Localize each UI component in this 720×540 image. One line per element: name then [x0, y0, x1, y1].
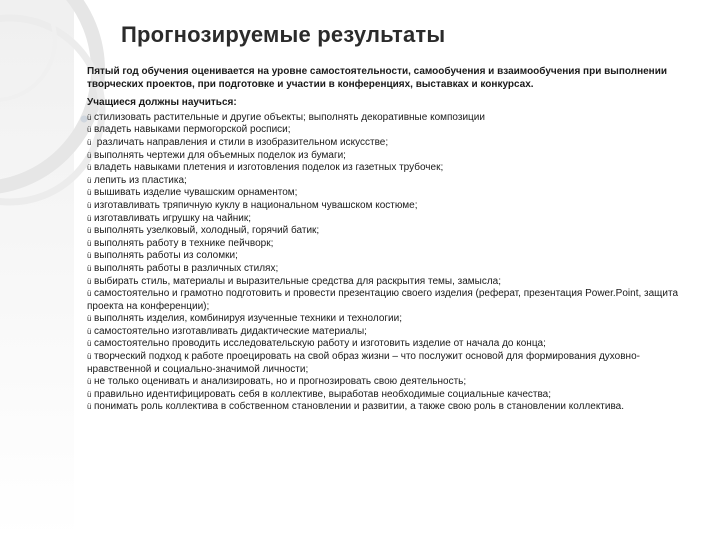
list-item-text: правильно идентифицировать себя в коллективе, выработав необходимые социальные качества; [94, 388, 552, 400]
list-item [87, 263, 697, 276]
list-item-text: владеть навыками пермогорской росписи; [94, 124, 291, 136]
list-item [87, 124, 697, 137]
list-item-text: лепить из пластика; [94, 174, 187, 186]
list-item [87, 112, 697, 125]
checkmark-icon: ü [87, 263, 92, 273]
checkmark-icon: ü [87, 137, 92, 147]
list-item-text: владеть навыками плетения и изготовления поделок из газетных трубочек; [94, 162, 444, 174]
checkmark-icon: ü [87, 200, 92, 210]
list-item [87, 225, 697, 238]
list-item-text: самостоятельно проводить исследовательскую работу и изготовить изделие от начала до конца; [94, 338, 546, 350]
checkmark-icon: ü [87, 377, 92, 387]
list-item [87, 187, 697, 200]
checkmark-icon: ü [87, 163, 92, 173]
list-item-text: понимать роль коллектива в собственном становлении и развитии, а также свою роль в становлении коллектива. [94, 401, 625, 413]
list-item [87, 313, 697, 326]
checkmark-icon: ü [87, 326, 92, 336]
list-item-text: выполнять работы из соломки; [94, 250, 238, 262]
list-item [87, 338, 697, 351]
list-item-text: изготавливать тряпичную куклу в национальном чувашском костюме; [94, 199, 418, 211]
checkmark-icon: ü [87, 238, 92, 248]
list-item-text: выполнять изделия, комбинируя изученные техники и технологии; [94, 313, 402, 325]
checkmark-icon: ü [87, 314, 92, 324]
checkmark-icon: ü [87, 213, 92, 223]
list-item-text: не только оценивать и анализировать, но и прогнозировать свою деятельность; [94, 376, 467, 388]
list-item [87, 137, 697, 150]
list-item [87, 288, 697, 313]
checkmark-icon: ü [87, 251, 92, 261]
checkmark-icon: ü [87, 125, 92, 135]
list-item [87, 162, 697, 175]
list-item-text: творческий подход к работе проецировать на свой образ жизни – что послужит основой для формирования духовно-нравственной и социально-значимой личности; [87, 351, 640, 375]
checkmark-icon: ü [87, 289, 92, 299]
checkmark-icon: ü [87, 175, 92, 185]
list-item-text: вышивать изделие чувашским орнаментом; [94, 187, 298, 199]
lead-heading: Учащиеся должны научиться: [87, 97, 237, 109]
list-item [87, 326, 697, 339]
list-item [87, 150, 697, 163]
list-item-text: выполнять работы в различных стилях; [94, 262, 279, 274]
checkmark-icon: ü [87, 112, 92, 122]
checkmark-icon: ü [87, 402, 92, 412]
list-item [87, 200, 697, 213]
page-title: Прогнозируемые результаты [121, 22, 446, 47]
checkmark-icon: ü [87, 188, 92, 198]
list-item-text: самостоятельно и грамотно подготовить и провести презентацию своего изделия (реферат, презентация Power.Point, защита проекта на конференции); [87, 288, 679, 312]
list-item-text: различать направления и стили в изобразительном искусстве; [94, 136, 389, 148]
list-item [87, 276, 697, 289]
list-item-text: стилизовать растительные и другие объекты; выполнять декоративные композиции [94, 111, 485, 123]
checkmark-icon: ü [87, 352, 92, 362]
list-item [87, 351, 697, 376]
outcomes-list [87, 112, 697, 414]
list-item-text: выбирать стиль, материалы и выразительные средства для раскрытия темы, замысла; [94, 275, 502, 287]
list-item [87, 401, 697, 414]
list-item [87, 238, 697, 251]
content-body [87, 66, 697, 414]
list-item [87, 250, 697, 263]
checkmark-icon: ü [87, 226, 92, 236]
list-item-text: самостоятельно изготавливать дидактические материалы; [94, 325, 367, 337]
list-item [87, 213, 697, 226]
list-item-text: изготавливать игрушку на чайник; [94, 212, 252, 224]
list-item [87, 175, 697, 188]
list-item-text: выполнять чертежи для объемных поделок из бумаги; [94, 149, 346, 161]
list-item [87, 389, 697, 402]
checkmark-icon: ü [87, 339, 92, 349]
intro-paragraph: Пятый год обучения оценивается на уровне самостоятельности, самообучения и взаимообучения при выполнении творческих проектов, при подготовке и участии в конференциях, выставках и конкурсах. [87, 66, 668, 90]
checkmark-icon: ü [87, 150, 92, 160]
checkmark-icon: ü [87, 276, 92, 286]
list-item-text: выполнять работу в технике пейчворк; [94, 237, 274, 249]
list-item-text: выполнять узелковый, холодный, горячий батик; [94, 225, 320, 237]
checkmark-icon: ü [87, 389, 92, 399]
list-item [87, 376, 697, 389]
